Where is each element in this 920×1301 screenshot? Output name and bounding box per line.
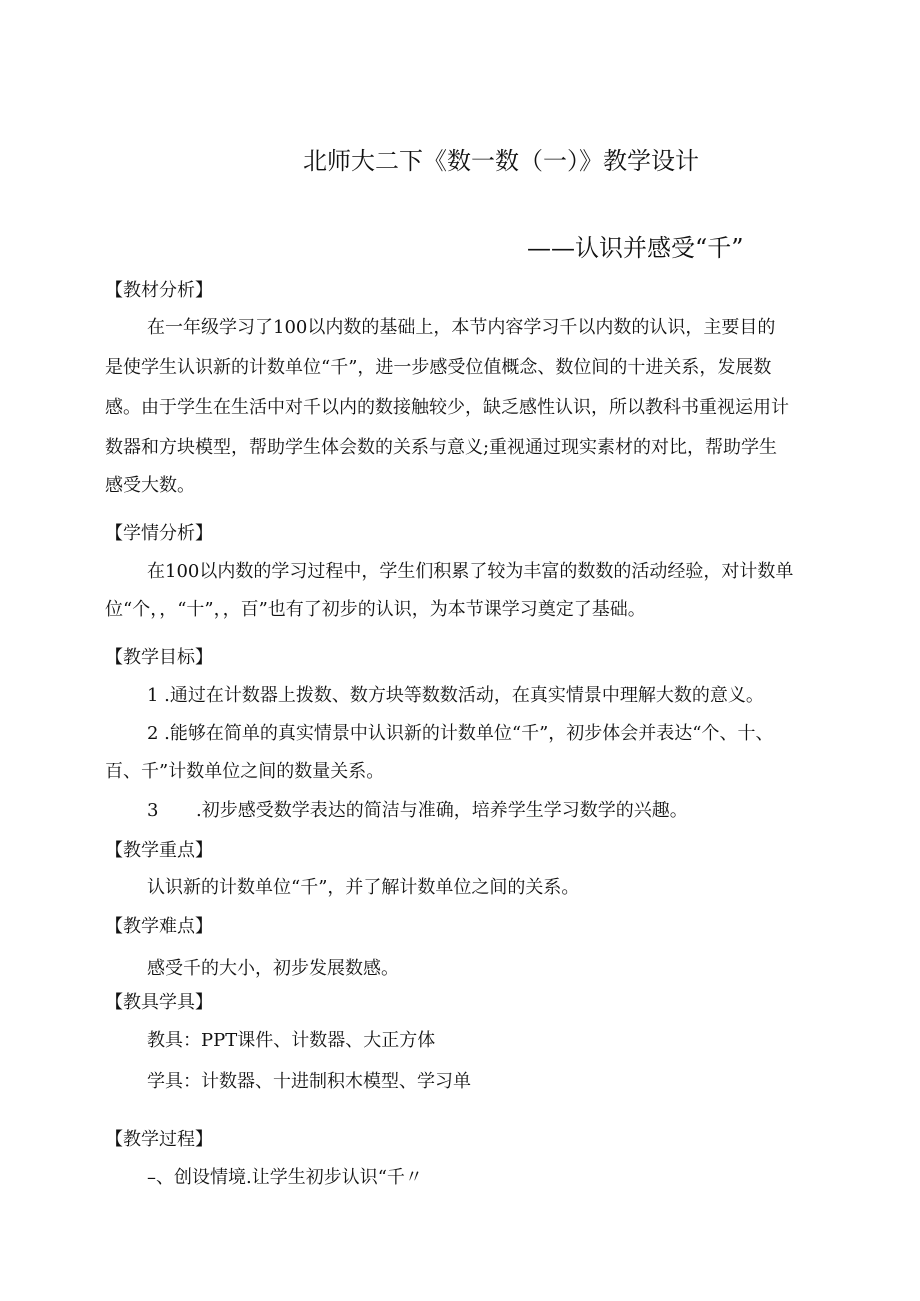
document-subtitle: ——认识并感受“千” bbox=[527, 234, 744, 262]
section-heading-key-point: 【教学重点】 bbox=[105, 840, 213, 861]
analysis-line-3: 感。由于学生在生活中对千以内的数接触较少，缺乏感性认识，所以教科书重视运用计 bbox=[105, 397, 789, 418]
students-line-2: 位“个，，“十”，，百”也有了初步的认识，为本节课学习奠定了基础。 bbox=[105, 599, 646, 620]
document-title: 北师大二下《数一数（一）》教学设计 bbox=[303, 147, 699, 175]
section-heading-process: 【教学过程】 bbox=[105, 1129, 213, 1150]
section-heading-tools: 【教具学具】 bbox=[105, 992, 213, 1013]
students-line-1: 在100以内数的学习过程中，学生们积累了较为丰富的数数的活动经验，对计数单 bbox=[147, 561, 794, 582]
analysis-line-4: 数器和方块模型，帮助学生体会数的关系与意义;重视通过现实素材的对比，帮助学生 bbox=[105, 437, 778, 458]
goal-item-2: 2 .能够在简单的真实情景中认识新的计数单位“千”，初步体会并表达“个、十、 bbox=[147, 723, 774, 744]
section-heading-difficulty: 【教学难点】 bbox=[105, 916, 213, 937]
difficulty-text: 感受千的大小，初步发展数感。 bbox=[147, 958, 399, 979]
section-heading-goals: 【教学目标】 bbox=[105, 647, 213, 668]
process-step-1: –、创设情境.让学生初步认识“千〃 bbox=[147, 1167, 423, 1188]
goal-item-2-continued: 百、千”计数单位之间的数量关系。 bbox=[105, 761, 385, 782]
goal-item-1: 1 .通过在计数器上拨数、数方块等数数活动，在真实情景中理解大数的意义。 bbox=[147, 685, 764, 706]
analysis-line-2: 是使学生认识新的计数单位“千”，进一步感受位值概念、数位间的十进关系，发展数 bbox=[105, 357, 772, 378]
goal-item-3-number: 3 bbox=[147, 800, 159, 821]
section-heading-analysis: 【教材分析】 bbox=[105, 280, 213, 301]
goal-item-3-text: .初步感受数学表达的简洁与准确，培养学生学习数学的兴趣。 bbox=[196, 800, 688, 821]
analysis-line-1: 在一年级学习了100以内数的基础上，本节内容学习千以内数的认识，主要目的 bbox=[147, 317, 776, 338]
student-tools-text: 学具：计数器、十进制积木模型、学习单 bbox=[147, 1071, 471, 1092]
key-point-text: 认识新的计数单位“千”，并了解计数单位之间的关系。 bbox=[147, 877, 580, 898]
analysis-line-5: 感受大数。 bbox=[105, 475, 195, 496]
teacher-tools-text: 教具：PPT课件、计数器、大正方体 bbox=[147, 1030, 436, 1051]
section-heading-students: 【学情分析】 bbox=[105, 523, 213, 544]
